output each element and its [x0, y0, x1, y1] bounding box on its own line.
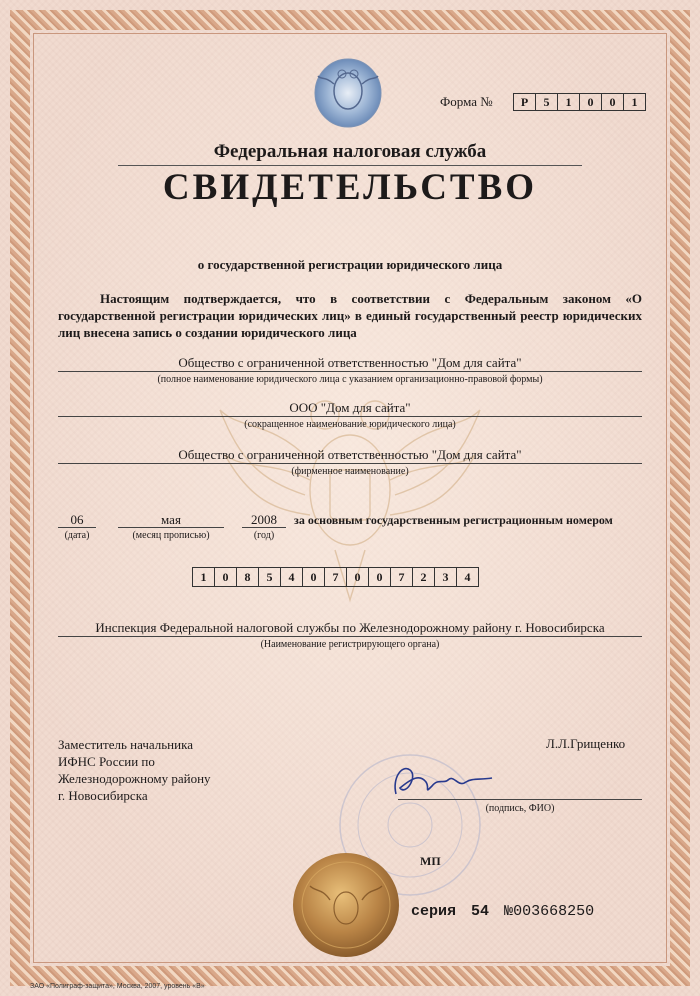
- series-value: 54: [471, 903, 490, 920]
- form-label: Форма №: [440, 94, 493, 109]
- ogrn-number: [192, 567, 479, 587]
- full-name-caption: (полное наименование юридического лица с указанием организационно-правовой формы): [157, 374, 543, 385]
- signer-position: [58, 736, 211, 804]
- mp-label: МП: [420, 854, 441, 868]
- firm-name-line: [58, 463, 642, 464]
- short-name-value: ООО "Дом для сайта": [289, 400, 411, 415]
- signature-line: [398, 799, 642, 800]
- full-name-line: [58, 371, 642, 372]
- document-title: СВИДЕТЕЛЬСТВО: [162, 167, 538, 208]
- form-code-char: 1: [631, 95, 638, 109]
- agency-name: Федеральная налоговая служба: [213, 141, 487, 162]
- authority-value: Инспекция Федеральной налоговой службы по Железнодорожному району г. Новосибирска: [95, 620, 605, 635]
- signer-position-line: ИФНС России по: [58, 754, 155, 769]
- ogrn-label: за основным государственным регистрационным номером: [294, 513, 613, 527]
- firm-name-caption: (фирменное наименование): [291, 466, 409, 477]
- short-name-caption: (сокращенное наименование юридического лица): [244, 419, 456, 430]
- ogrn-digit: 0: [347, 568, 369, 586]
- ogrn-digit: 8: [237, 568, 259, 586]
- form-code-char: 1: [558, 94, 580, 110]
- ogrn-digit: 1: [193, 568, 215, 586]
- form-code-char: 5: [536, 94, 558, 110]
- ogrn-digit: 5: [259, 568, 281, 586]
- hologram-emblem: [313, 58, 383, 128]
- form-code-char: Р: [514, 94, 536, 110]
- ogrn-digit: 0: [369, 568, 391, 586]
- authority-caption: (Наименование регистрирующего органа): [260, 639, 440, 650]
- serial-number: №003668250: [504, 903, 595, 920]
- series-label: [411, 903, 594, 920]
- signer-name: Л.Л.Грищенко: [546, 736, 626, 751]
- form-code-char: 0: [580, 94, 602, 110]
- signer-position-line: Заместитель начальника: [58, 737, 193, 752]
- date-year: 2008: [251, 512, 277, 527]
- date-year-caption: (год): [253, 530, 275, 541]
- ogrn-digit: 2: [413, 568, 435, 586]
- statement-paragraph: Настоящим подтверждается, что в соответствии с Федеральным законом «О государственной регистрации юридических лиц» в единый государственный реестр юридических лиц внесена запись о создании юридического лица: [58, 291, 642, 340]
- firm-name-value: Общество с ограниченной ответственностью "Дом для сайта": [178, 447, 522, 462]
- printer-footer: ЗАО «Полиграф-защита», Москва, 2007, уровень «В»: [30, 983, 205, 990]
- ogrn-digit: 4: [464, 570, 471, 584]
- document-subtitle: о государственной регистрации юридического лица: [197, 257, 503, 272]
- date-day-line: [58, 527, 96, 528]
- ogrn-digit: 0: [215, 568, 237, 586]
- signature-caption: (подпись, ФИО): [485, 803, 555, 814]
- date-month-caption: (месяц прописью): [132, 530, 210, 541]
- ogrn-digit: 3: [435, 568, 457, 586]
- gold-hologram-stamp: [292, 852, 400, 958]
- date-year-line: [242, 527, 286, 528]
- ogrn-digit: 4: [281, 568, 303, 586]
- ogrn-digit: 7: [325, 568, 347, 586]
- form-code: [513, 93, 646, 111]
- ogrn-digit: 7: [391, 568, 413, 586]
- date-day-caption: (дата): [64, 530, 90, 541]
- signer-position-line: Железнодорожному району: [58, 771, 211, 786]
- authority-line: [58, 636, 642, 637]
- date-month: мая: [161, 512, 181, 527]
- series-text: серия: [411, 903, 457, 920]
- date-day: 06: [70, 512, 84, 527]
- date-month-line: [118, 527, 224, 528]
- short-name-line: [58, 416, 642, 417]
- full-name-value: Общество с ограниченной ответственностью "Дом для сайта": [178, 355, 522, 370]
- signer-position-line: г. Новосибирска: [58, 788, 148, 803]
- ogrn-digit: 0: [303, 568, 325, 586]
- form-code-char: 0: [602, 94, 624, 110]
